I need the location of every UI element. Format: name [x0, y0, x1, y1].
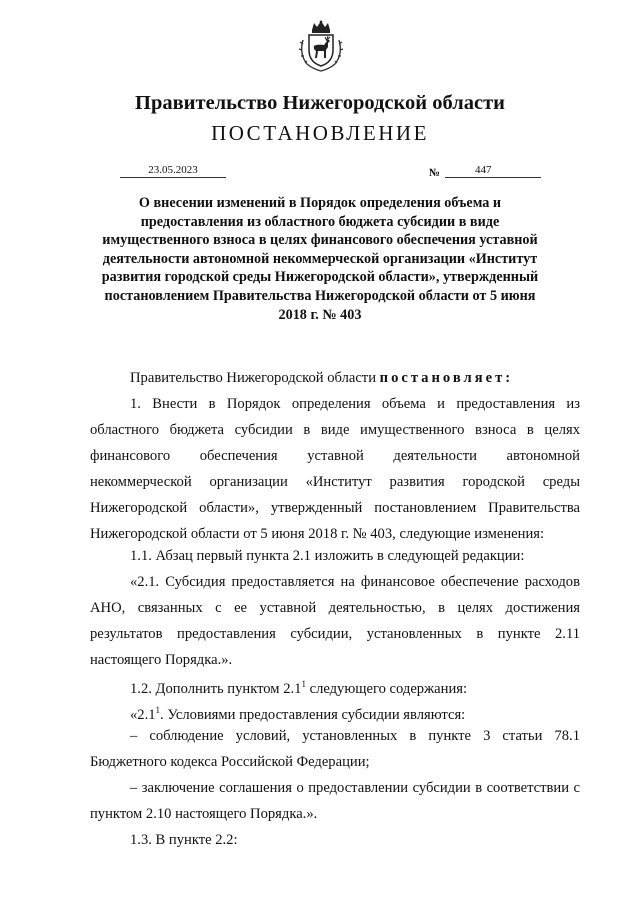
- paragraph-2-1-1: «$2.1^1$. Условиями предоставления субсидии являются:: [130, 705, 466, 723]
- intro-subject: Правительство Нижегородской области: [130, 370, 380, 386]
- decree-number: 447: [445, 164, 541, 178]
- paragraph-1-2: 1.2. Дополнить пунктом $2.1^1$ следующего содержания:: [130, 679, 468, 697]
- paragraph-1: 1. Внести в Порядок определения объема и предоставления из областного бюджета субсидии в виде имущественного взноса в целях финансового обеспечения уставной деятельности автономной некоммерческой организации «Институт развития городской среды Нижегородской области», утвержденный постановлением Правительства Нижегородской области от 5 июня 2018 г. № 403, следующие изменения:: [90, 396, 580, 542]
- decree-date: 23.05.2023: [120, 164, 226, 178]
- bullet-condition-1: – соблюдение условий, установленных в пункте 3 статьи 78.1 Бюджетного кодекса Российской Федерации;: [90, 728, 580, 770]
- paragraph-1-3: 1.3. В пункте 2.2:: [130, 832, 238, 848]
- intro-verb: постановляет:: [379, 370, 514, 386]
- government-title: Правительство Нижегородской области: [135, 92, 505, 114]
- paragraph-1-1: 1.1. Абзац первый пункта 2.1 изложить в следующей редакции:: [130, 548, 525, 564]
- paragraph-2-1: «2.1. Субсидия предоставляется на финансовое обеспечение расходов АНО, связанных с ее уставной деятельностью, в целях достижения результатов предоставления субсидии, установленных в пункте 2.11 настоящего Порядка.».: [90, 574, 580, 668]
- bullet-condition-2: – заключение соглашения о предоставлении субсидии в соответствии с пунктом 2.10 настоящего Порядка.».: [90, 780, 580, 822]
- document-type-title: ПОСТАНОВЛЕНИЕ: [211, 121, 429, 145]
- decree-heading: О внесении изменений в Порядок определения объема и предоставления из областного бюджета субсидии в виде имущественного взноса в целях финансового обеспечения уставной деятельности автономной некоммерческой организации «Институт развития городской среды Нижегородской области», утвержденный постановлением Правительства Нижегородской области от 5 июня 2018 г. № 403: [101, 195, 539, 323]
- number-label: №: [429, 167, 441, 179]
- intro-paragraph: [90, 365, 580, 391]
- coat-of-arms-icon: [297, 20, 345, 72]
